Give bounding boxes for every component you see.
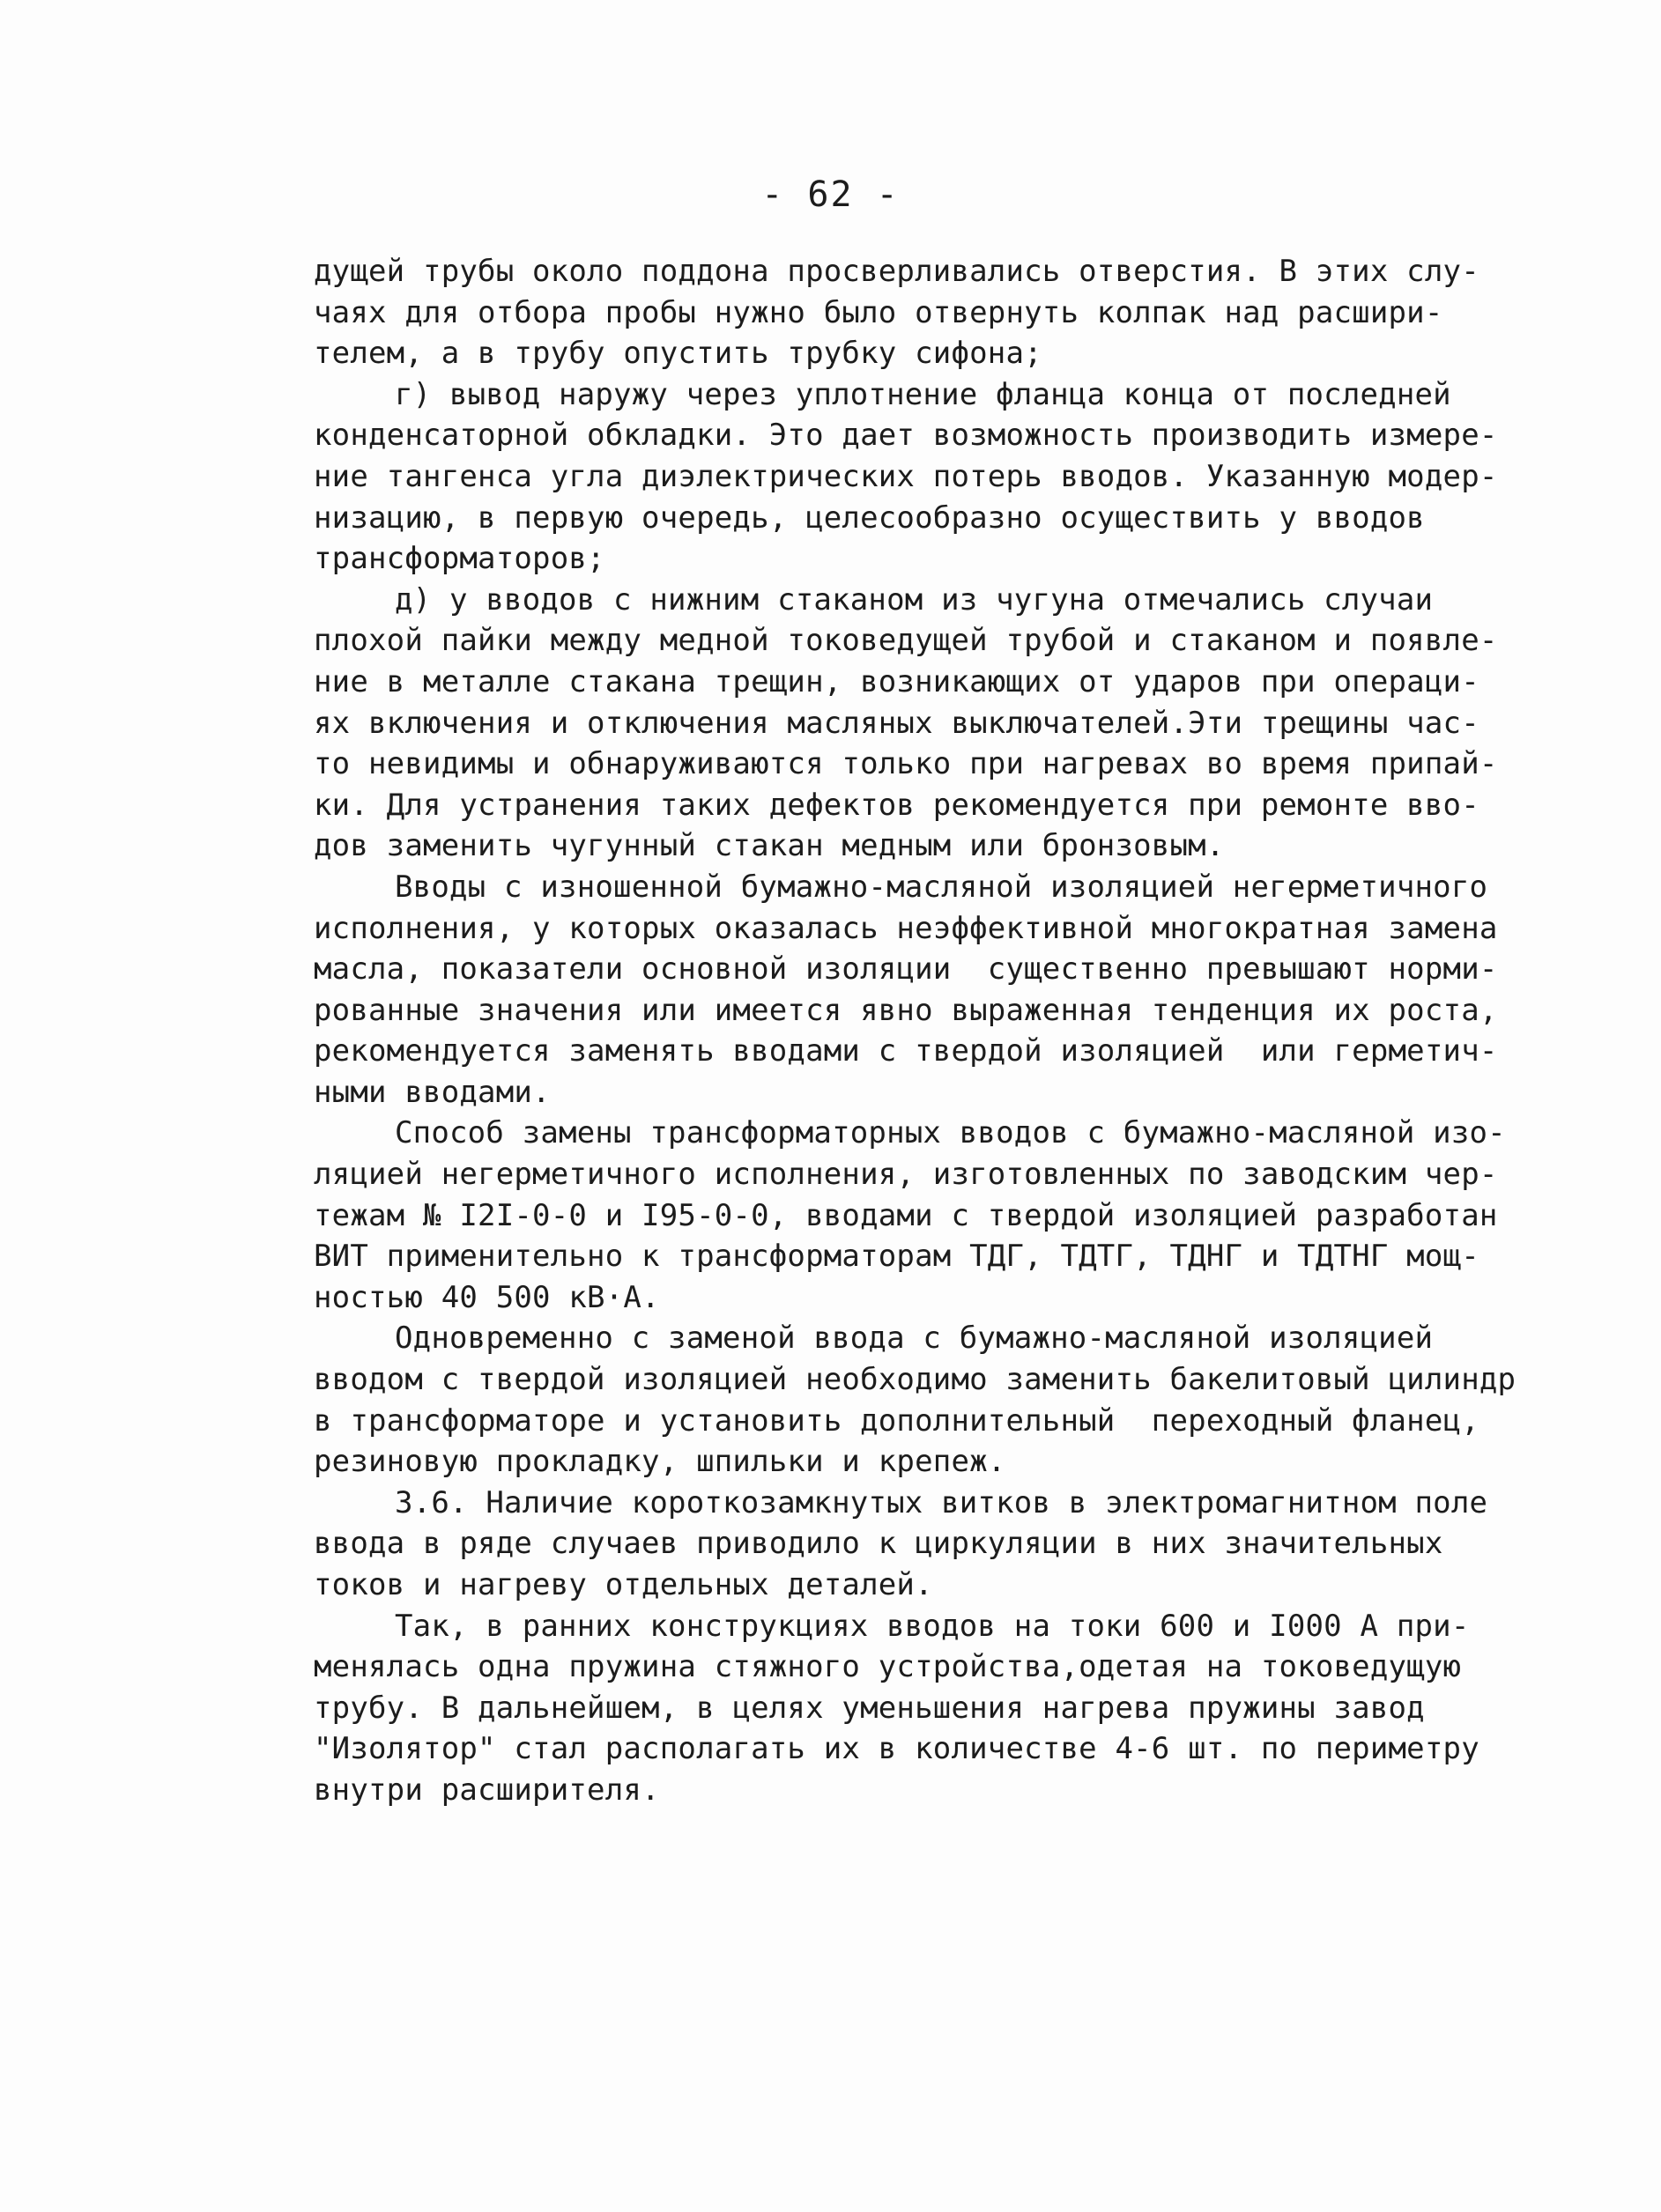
text-line: ки. Для устранения таких дефектов рекомендуется при ремонте вво- (314, 787, 1479, 823)
text-line: дущей трубы около поддона просверливались отверстия. В этих слу- (314, 254, 1479, 289)
text-line: ях включения и отключения масляных выключателей.Эти трещины час- (314, 705, 1479, 741)
body-text (314, 251, 1516, 1811)
text-line: телем, а в трубу опустить трубку сифона; (314, 336, 1042, 372)
text-line: то невидимы и обнаруживаются только при нагревах во время припай- (314, 746, 1498, 782)
text-line: ными вводами. (314, 1074, 551, 1110)
text-line: ляцией негерметичного исполнения, изготовленных по заводским чер- (314, 1157, 1498, 1193)
text-line: ние тангенса угла диэлектрических потерь вводов. Указанную модер- (314, 458, 1498, 494)
text-line: рекомендуется заменять вводами с твердой изоляцией или герметич- (314, 1033, 1498, 1069)
text-line: токов и нагреву отдельных деталей. (314, 1567, 933, 1602)
text-line: конденсаторной обкладки. Это дает возможность производить измере- (314, 418, 1498, 454)
paragraph-start-line: Так, в ранних конструкциях вводов на токи 600 и I000 А при- (395, 1608, 1470, 1644)
paragraph-start-line: г) вывод наружу через уплотнение фланца конца от последней (395, 376, 1451, 412)
text-line: вводом с твердой изоляцией необходимо заменить бакелитовый цилиндр (314, 1362, 1516, 1398)
paragraph-start-line: д) у вводов с нижним стаканом из чугуна отмечались случаи (395, 581, 1434, 618)
text-line: чаях для отбора пробы нужно было отвернуть колпак над расшири- (314, 294, 1443, 330)
text-line: ввода в ряде случаев приводило к циркуляции в них значительных (314, 1526, 1443, 1562)
text-line: внутри расширителя. (314, 1772, 660, 1808)
text-line: в трансформаторе и установить дополнительный переходный фланец, (314, 1402, 1479, 1439)
text-line: плохой пайки между медной токоведущей трубой и стаканом и появле- (314, 623, 1498, 659)
text-line: низацию, в первую очередь, целесообразно осуществить у вводов (314, 499, 1425, 536)
text-line: "Изолятор" стал располагать их в количестве 4-6 шт. по периметру (314, 1731, 1479, 1767)
text-line: масла, показатели основной изоляции существенно превышают норми- (314, 951, 1498, 988)
text-line: ностью 40 500 кВ·А. (314, 1279, 660, 1315)
text-line: трубу. В дальнейшем, в целях уменьшения нагрева пружины завод (314, 1690, 1425, 1726)
paragraph-start-line: Вводы с изношенной бумажно-масляной изоляцией негерметичного (395, 869, 1488, 905)
text-line: трансформаторов; (314, 541, 605, 577)
text-line: тежам № I2I-0-0 и I95-0-0, вводами с твердой изоляцией разработан (314, 1197, 1498, 1233)
page-number: - 62 - (761, 174, 900, 215)
text-line: менялась одна пружина стяжного устройства,одетая на токоведущую (314, 1649, 1462, 1685)
paragraph-start-line: Способ замены трансформаторных вводов с бумажно-масляной изо- (395, 1115, 1506, 1151)
text-line: ВИТ применительно к трансформаторам ТДГ, ТДТГ, ТДНГ и ТДТНГ мощ- (314, 1239, 1479, 1275)
text-line: ние в металле стакана трещин, возникающих от ударов при операци- (314, 663, 1479, 699)
text-line: исполнения, у которых оказалась неэффективной многократная замена (314, 910, 1498, 946)
paragraph-start-line: Одновременно с заменой ввода с бумажно-масляной изоляцией (395, 1321, 1434, 1357)
paragraph-start-line: 3.6. Наличие короткозамкнутых витков в электромагнитном поле (395, 1484, 1488, 1520)
text-line: дов заменить чугунный стакан медным или бронзовым. (314, 828, 1225, 864)
text-line: рованные значения или имеется явно выраженная тенденция их роста, (314, 992, 1498, 1028)
text-line: резиновую прокладку, шпильки и крепеж. (314, 1444, 1006, 1480)
